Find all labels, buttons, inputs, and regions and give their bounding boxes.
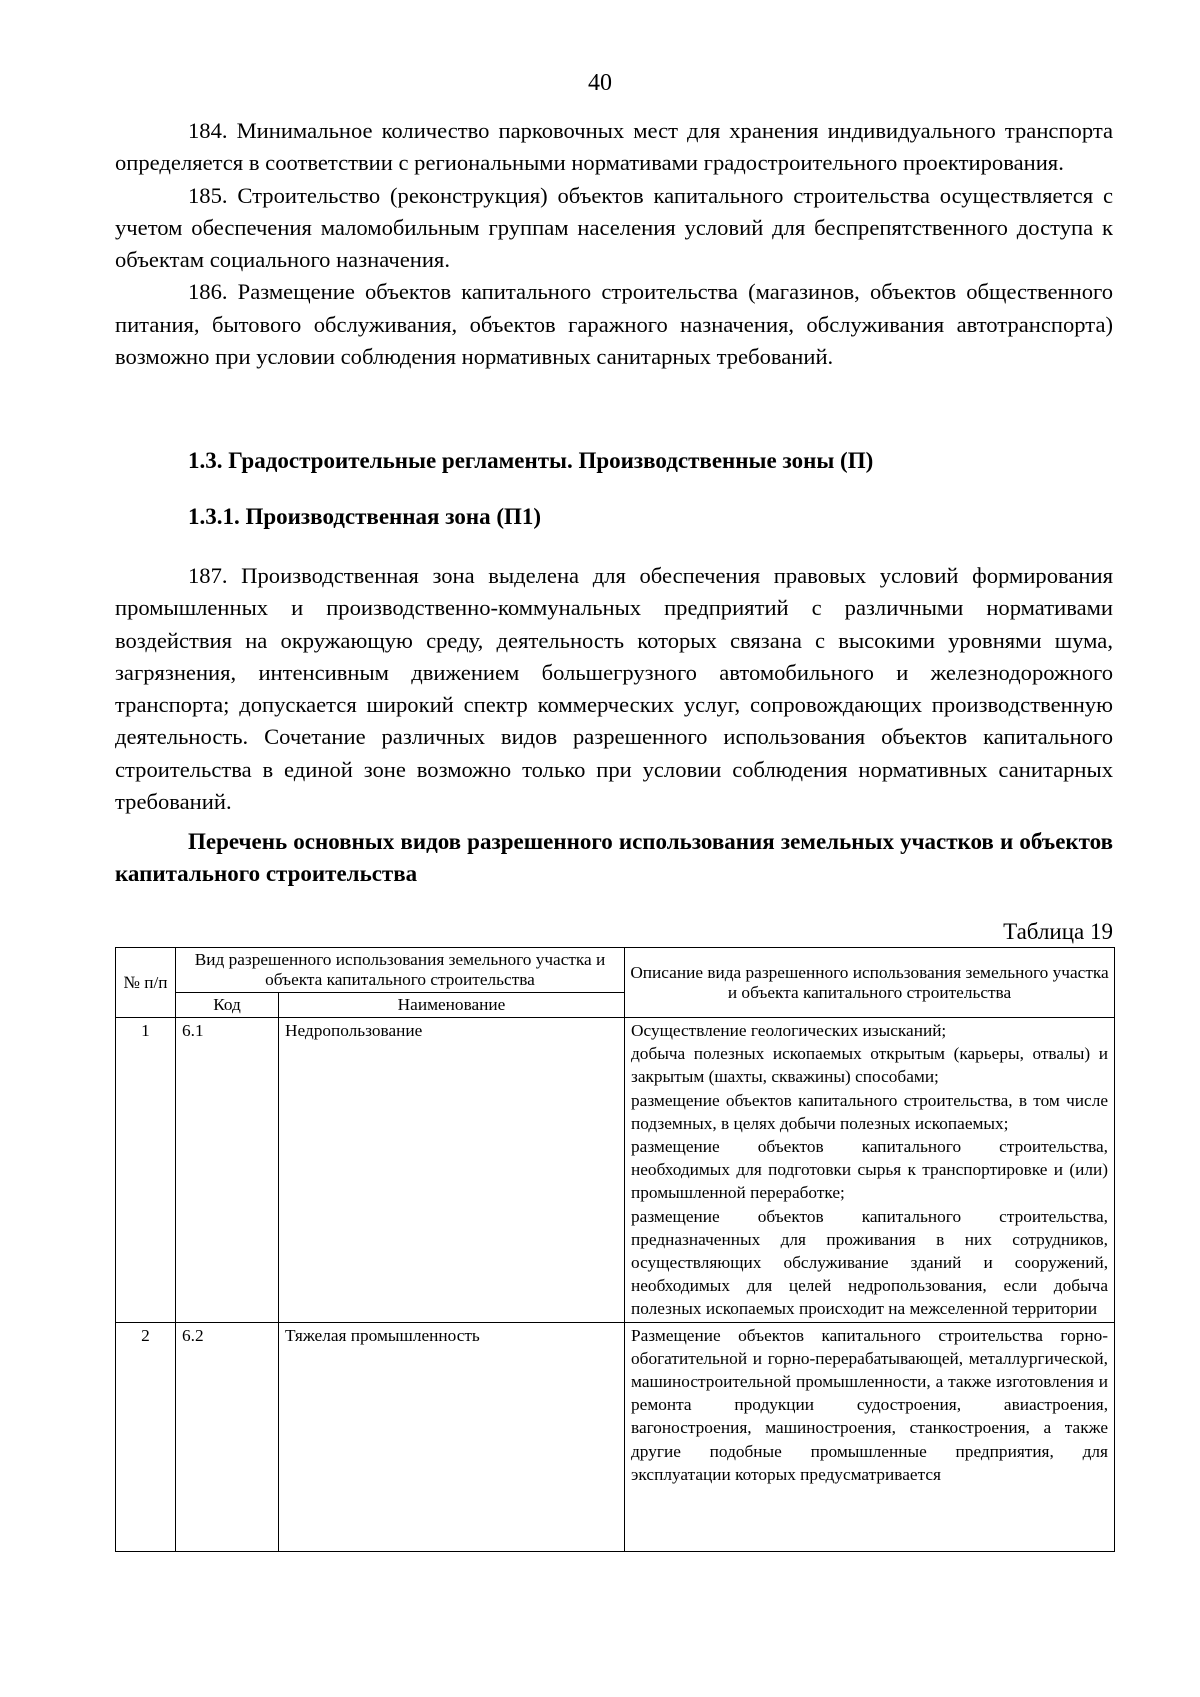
row-num: 2 [116,1322,176,1551]
header-num: № п/п [116,948,176,1018]
row-name: Недропользование [279,1018,625,1323]
header-name: Наименование [279,993,625,1018]
paragraph-184: 184. Минимальное количество парковочных мест для хранения индивидуального транспорта определяется в соответствии с региональными нормативами градостроительного проектирования. [115,118,1113,176]
row-description [625,1018,1115,1323]
header-use-type: Вид разрешенного использования земельного участка и объекта капитального строительства [176,948,625,993]
row-description [625,1322,1115,1551]
table-header-row [116,948,1115,993]
description-line: размещение объектов капитального строительства, в том числе подземных, в целях добычи полезных ископаемых; [631,1090,1109,1133]
paragraph-187: 187. Производственная зона выделена для обеспечения правовых условий формирования промышленных и производственно-коммунальных предприятий с различными нормативами воздействия на окружающую среду, деятельность которых связана с высокими уровнями шума, загрязнения, интенсивным движением большегрузного автомобильного и железнодорожного транспорта; допускается широкий спектр коммерческих услуг, сопровождающих производственную деятельность. Сочетание различных видов разрешенного использования объектов капитального строительства в единой зоне возможно только при условии соблюдения нормативных санитарных требований. [115,563,1113,815]
permitted-use-table [115,947,1115,1552]
header-code: Код [176,993,279,1018]
intro-paragraphs [115,115,1113,373]
section-heading-1-3: 1.3. Градостроительные регламенты. Производственные зоны (П) [188,448,874,473]
description-line: Размещение объектов капитального строительства горно-обогатительной и горно-перерабатывающей, металлургической, машиностроительной промышленности, а также изготовления и ремонта продукции судостроения, авиастроения, вагоностроения, машиностроения, станкостроения, а также другие подобные промышленные предприятия, для эксплуатации которых предусматривается [631,1325,1109,1484]
page-number: 40 [588,70,612,96]
table-row [116,1018,1115,1323]
paragraph-186: 186. Размещение объектов капитального строительства (магазинов, объектов общественного питания, бытового обслуживания, объектов гаражного назначения, обслуживания автотранспорта) возможно при условии соблюдения нормативных санитарных требований. [115,279,1113,370]
table-caption: Таблица 19 [1003,919,1113,944]
list-title: Перечень основных видов разрешенного использования земельных участков и объектов капитального строительства [115,829,1113,886]
row-code: 6.1 [176,1018,279,1323]
row-num: 1 [116,1018,176,1323]
description-line: размещение объектов капитального строительства, предназначенных для проживания в них сотрудников, осуществляющих обслуживание зданий и сооружений, необходимых для целей недропользования, если добыча полезных ископаемых происходит на межселенной территории [631,1206,1109,1319]
description-line: размещение объектов капитального строительства, необходимых для подготовки сырья к транспортировке и (или) промышленной переработке; [631,1137,1109,1203]
section-heading-1-3-1: 1.3.1. Производственная зона (П1) [188,504,542,529]
header-description: Описание вида разрешенного использования земельного участка и объекта капитального строительства [625,948,1115,1018]
paragraph-185: 185. Строительство (реконструкция) объектов капитального строительства осуществляется с учетом обеспечения маломобильным группам населения условий для беспрепятственного доступа к объектам социального назначения. [115,182,1113,273]
row-code: 6.2 [176,1322,279,1551]
zone-description [115,560,1113,818]
row-name: Тяжелая промышленность [279,1322,625,1551]
table-row [116,1322,1115,1551]
description-line: Осуществление геологических изысканий; [631,1021,947,1040]
description-line: добыча полезных ископаемых открытым (карьеры, отвалы) и закрытым (шахты, скважины) способами; [631,1044,1109,1087]
